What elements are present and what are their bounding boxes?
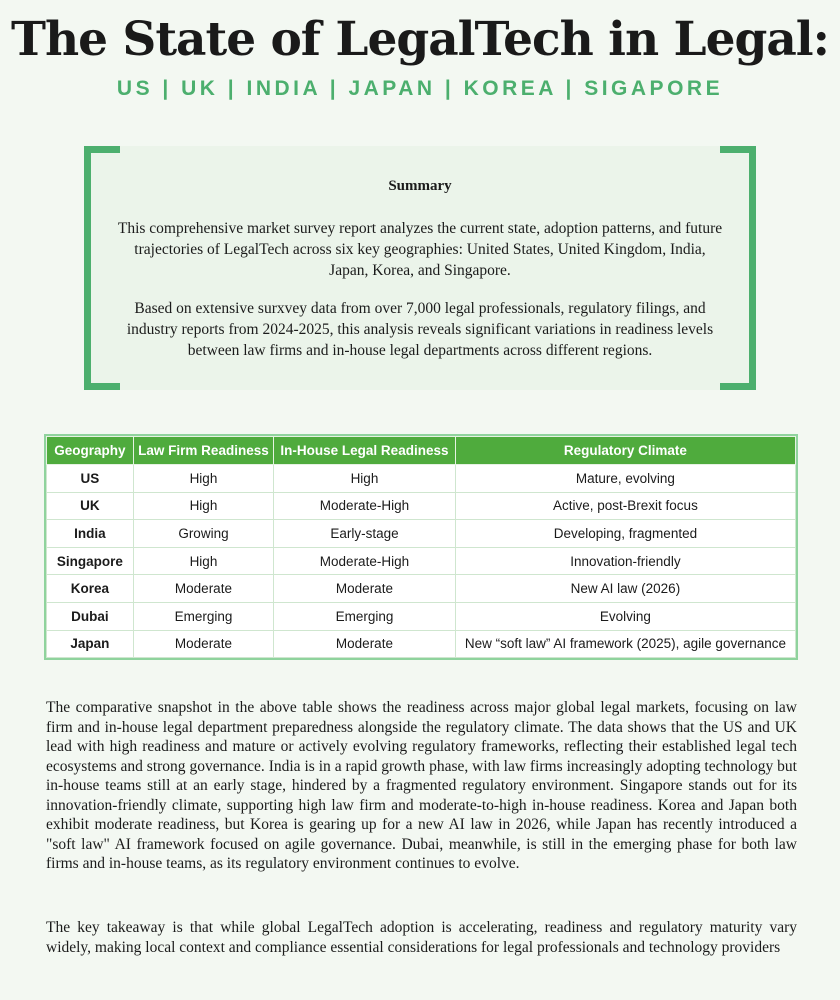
- table-row: [47, 520, 796, 548]
- column-header-in-house-readiness: In-House Legal Readiness: [274, 437, 456, 465]
- geography-cell: Dubai: [47, 602, 134, 630]
- geography-cell: India: [47, 520, 134, 548]
- in-house-readiness-cell: Moderate: [274, 575, 456, 603]
- summary-box: [84, 146, 756, 390]
- body-paragraph: The key takeaway is that while global LegalTech adoption is accelerating, readiness and regulatory maturity vary widely, making local context and compliance essential considerations for legal professionals and technology providers: [46, 919, 797, 956]
- law-firm-readiness-cell: High: [133, 492, 273, 520]
- in-house-readiness-cell: Moderate-High: [274, 547, 456, 575]
- geography-cell: Japan: [47, 630, 134, 658]
- geography-cell: Singapore: [47, 547, 134, 575]
- law-firm-readiness-cell: Growing: [133, 520, 273, 548]
- table-row: [47, 492, 796, 520]
- law-firm-readiness-cell: High: [133, 465, 273, 493]
- regulatory-climate-cell: Developing, fragmented: [455, 520, 795, 548]
- law-firm-readiness-cell: High: [133, 547, 273, 575]
- law-firm-readiness-cell: Moderate: [133, 575, 273, 603]
- table-row: [47, 602, 796, 630]
- summary-paragraph: This comprehensive market survey report analyzes the current state, adoption patterns, and future trajectories of LegalTech across six key geographies: United States, United Kingdom, India, Japan, Korea, and Singapore.: [117, 220, 723, 279]
- law-firm-readiness-cell: Moderate: [133, 630, 273, 658]
- regulatory-climate-cell: Innovation-friendly: [455, 547, 795, 575]
- summary-paragraph: Based on extensive surxvey data from over 7,000 legal professionals, regulatory filings, and industry reports from 2024-2025, this analysis reveals significant variations in readiness levels between law firms and in-house legal departments across different regions.: [126, 300, 714, 359]
- table-row: [47, 575, 796, 603]
- geography-cell: UK: [47, 492, 134, 520]
- column-header-regulatory-climate: Regulatory Climate: [455, 437, 795, 465]
- in-house-readiness-cell: Moderate-High: [274, 492, 456, 520]
- in-house-readiness-cell: Early-stage: [274, 520, 456, 548]
- readiness-table: [46, 436, 796, 658]
- table-row: [47, 547, 796, 575]
- geography-cell: US: [47, 465, 134, 493]
- in-house-readiness-cell: High: [274, 465, 456, 493]
- in-house-readiness-cell: Moderate: [274, 630, 456, 658]
- regulatory-climate-cell: New “soft law” AI framework (2025), agile governance: [455, 630, 795, 658]
- page-subtitle: US | UK | INDIA | JAPAN | KOREA | SIGAPORE: [116, 77, 724, 100]
- column-header-geography: Geography: [47, 437, 134, 465]
- law-firm-readiness-cell: Emerging: [133, 602, 273, 630]
- in-house-readiness-cell: Emerging: [274, 602, 456, 630]
- regulatory-climate-cell: Active, post-Brexit focus: [455, 492, 795, 520]
- regulatory-climate-cell: Mature, evolving: [455, 465, 795, 493]
- body-paragraph: The comparative snapshot in the above table shows the readiness across major global legal markets, focusing on law firm and in-house legal department preparedness alongside the regulatory climate. The data shows that the US and UK lead with high readiness and mature or actively evolving regulatory frameworks, reflecting their established legal tech ecosystems and strong governance. India is in a rapid growth phase, with law firms increasingly adopting technology but in-house teams still at an early stage, hindered by a fragmented regulatory environment. Singapore stands out for its innovation-friendly climate, supporting high law firm and moderate-to-high in-house readiness. Korea and Japan both exhibit moderate readiness, but Korea is gearing up for a new AI law in 2026, while Japan has recently introduced a "soft law" AI framework focused on agile governance. Dubai, meanwhile, is still in the emerging phase for both law firms and in-house teams, as its regulatory environment continues to evolve.: [46, 699, 797, 872]
- table-header-row: [47, 437, 796, 465]
- table-row: [47, 465, 796, 493]
- summary-heading: Summary: [388, 178, 452, 194]
- geography-cell: Korea: [47, 575, 134, 603]
- page-title: The State of LegalTech in Legal:: [10, 12, 830, 67]
- table-row: [47, 630, 796, 658]
- regulatory-climate-cell: New AI law (2026): [455, 575, 795, 603]
- regulatory-climate-cell: Evolving: [455, 602, 795, 630]
- column-header-law-firm-readiness: Law Firm Readiness: [133, 437, 273, 465]
